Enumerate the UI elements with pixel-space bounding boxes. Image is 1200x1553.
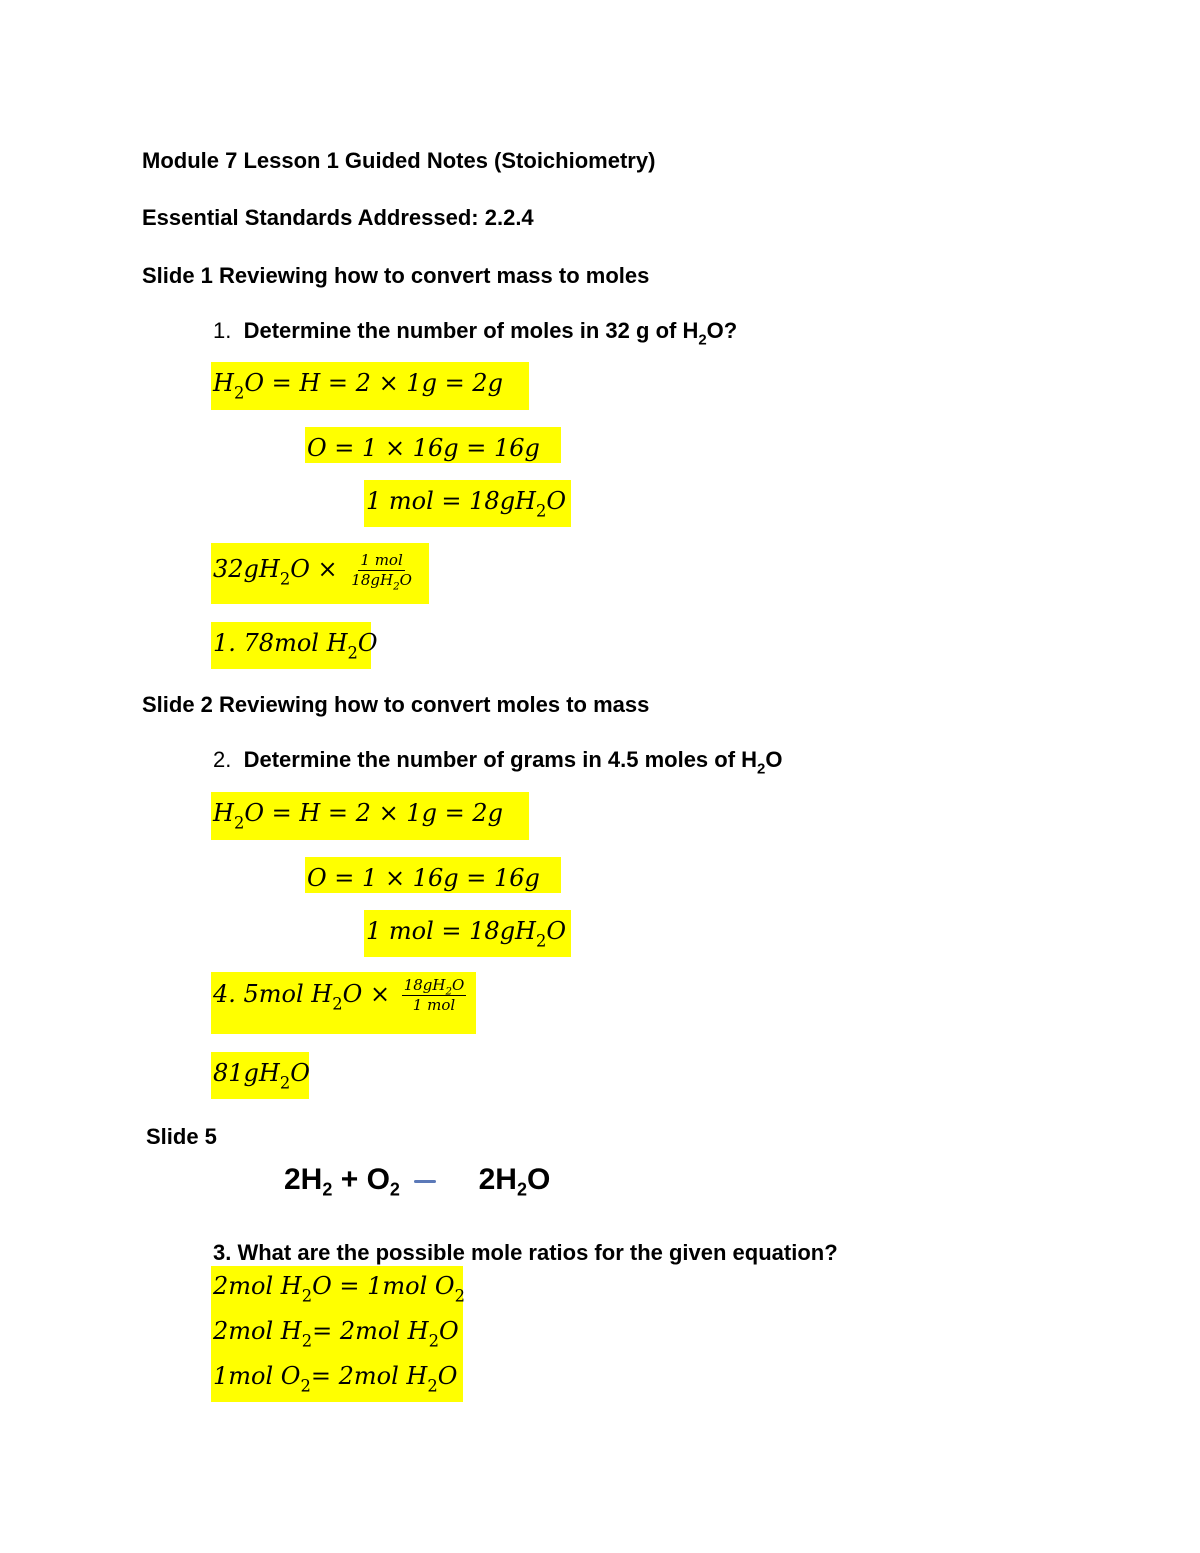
conversion-fraction: $\frac{\text{1 mol}}{18gH_2O}$ bbox=[351, 551, 412, 593]
reaction-arrow-icon bbox=[414, 1180, 436, 1183]
slide1-step-oxygen: O = 1 × 16g = 16g bbox=[305, 427, 561, 463]
mole-ratios-box bbox=[211, 1266, 463, 1402]
question-number: 2. bbox=[213, 747, 232, 772]
slide2-heading: Slide 2 Reviewing how to convert moles to mass bbox=[142, 692, 650, 717]
slide5-question: 3. What are the possible mole ratios for the given equation? bbox=[213, 1240, 838, 1265]
slide2-step-molar-mass: 1 mol = $18gH_2O$ bbox=[364, 910, 571, 957]
mole-ratio-3: 1mol $O_2= 2mol$ $H_2O$ bbox=[213, 1362, 458, 1396]
slide2-step-oxygen: O = 1 × 16g = 16g bbox=[305, 857, 561, 893]
slide2-conversion: 4. 5mol $H_2O$ × $\frac{18gH_2O}{\text{1 mol}}$ bbox=[211, 972, 476, 1034]
slide1-question: 1. Determine the number of moles in 32 g of $H_2O$? bbox=[213, 318, 738, 349]
mole-ratio-1: 2mol $H_2O = 1mol$ $O_2$ bbox=[213, 1272, 465, 1306]
conversion-fraction: $\frac{18gH_2O}{\text{1 mol}}$ bbox=[403, 976, 465, 1014]
slide1-step-molar-mass: 1 mol = $18gH_2O$ bbox=[364, 480, 571, 527]
slide1-step-hydrogen: $H_2O = H = 2 \times 1g = 2g$ bbox=[211, 362, 529, 410]
page-title: Module 7 Lesson 1 Guided Notes (Stoichiometry) bbox=[142, 148, 656, 173]
question-text: Determine the number of grams in 4.5 moles of H bbox=[243, 747, 758, 772]
question-text: Determine the number of moles in 32 g of H bbox=[243, 318, 699, 343]
chemical-equation: $2H_2 + O_2$ $2H_2O$ bbox=[284, 1163, 551, 1200]
slide2-answer: $81gH_2O$ bbox=[211, 1052, 309, 1099]
mole-ratio-2: 2mol $H_2= 2mol$ $H_2O$ bbox=[213, 1317, 459, 1351]
slide1-heading: Slide 1 Reviewing how to convert mass to moles bbox=[142, 263, 650, 288]
slide1-answer: 1. 78mol $H_2O$ bbox=[211, 622, 371, 669]
slide2-question: 2. Determine the number of grams in 4.5 moles of $H_2O$ bbox=[213, 747, 783, 778]
standards-line: Essential Standards Addressed: 2.2.4 bbox=[142, 205, 534, 230]
question-number: 1. bbox=[213, 318, 232, 343]
slide2-step-hydrogen: $H_2O = H = 2 \times 1g = 2g$ bbox=[211, 792, 529, 840]
slide1-conversion: $32gH_2O$ × $\frac{\text{1 mol}}{18gH_2O}$ bbox=[211, 543, 429, 604]
slide5-heading: Slide 5 bbox=[146, 1124, 217, 1149]
